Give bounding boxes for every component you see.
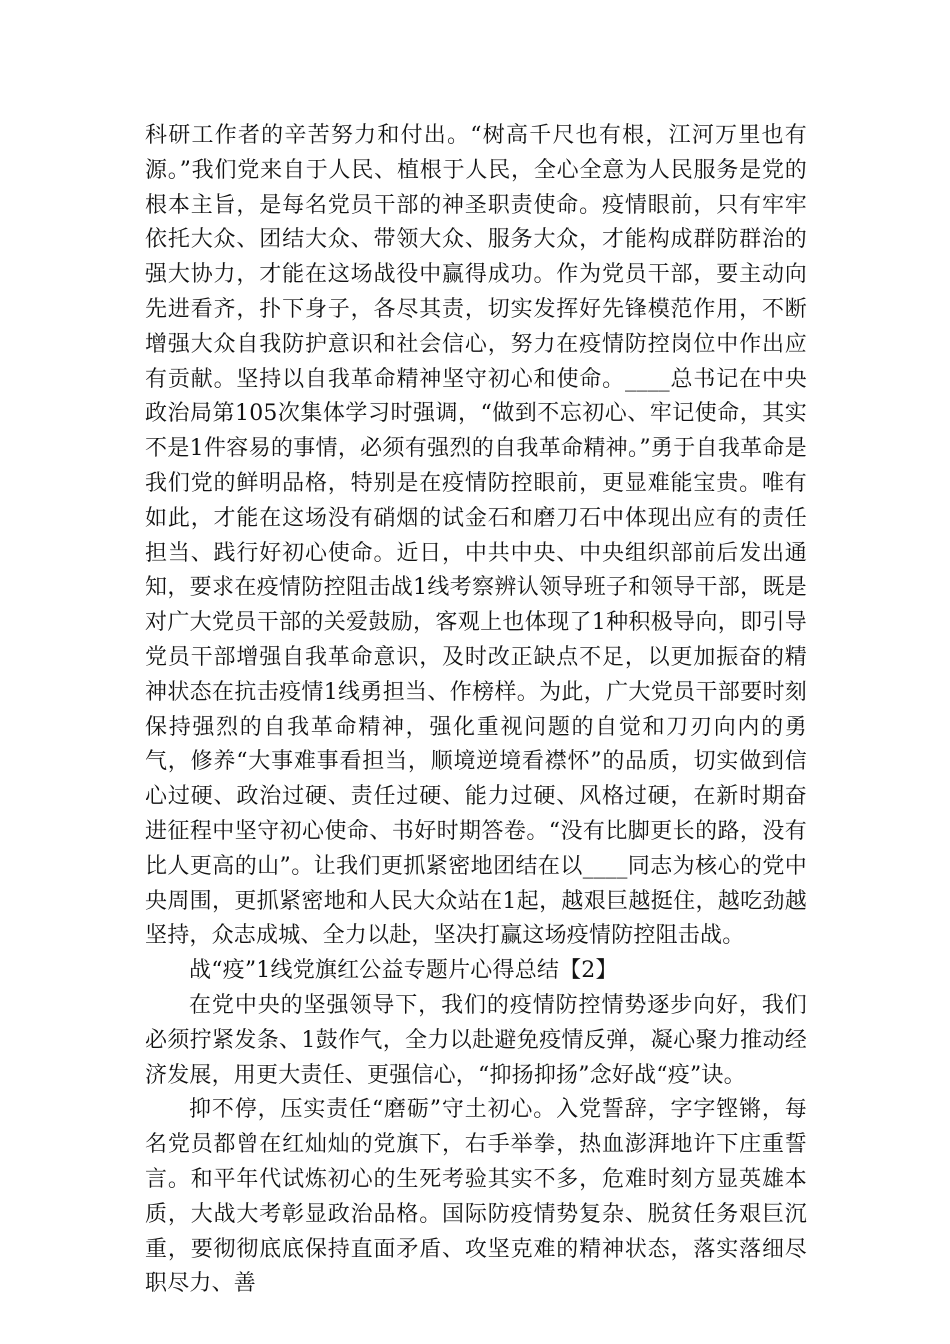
section-paragraph-2: 抑不停，压实责任“磨砺”守土初心。入党誓辞，字字铿锵，每名党员都曾在红灿灿的党旗下，右手举拳，热血澎湃地许下庄重誓言。和平年代试炼初心的生死考验其实不多，危难时刻方显英雄本质，大战大考彰显政治品格。国际防疫情势复杂、脱贫任务艰巨沉重，要彻彻底底保持直面矛盾、攻坚克难的精神状态，落实落细尽职尽力、善	[145, 1097, 807, 1297]
document-page	[145, 119, 807, 1302]
section-title: 战“疫”1线党旗红公益专题片心得总结【2】	[189, 958, 618, 984]
section-paragraph-1: 在党中央的坚强领导下，我们的疫情防控情势逐步向好，我们必须拧紧发条、1鼓作气，全力以赴避免疫情反弹，凝心聚力推动经济发展，用更大责任、更强信心，“抑扬抑扬”念好战“疫”诀。	[145, 992, 807, 1088]
body-paragraph-continued: 科研工作者的辛苦努力和付出。“树高千尺也有根，江河万里也有源。”我们党来自于人民、植根于人民，全心全意为人民服务是党的根本主旨，是每名党员干部的神圣职责使命。疫情眼前，只有牢牢依托大众、团结大众、带领大众、服务大众，才能构成群防群治的强大协力，才能在这场战役中赢得成功。作为党员干部，要主动向先进看齐，扑下身子，各尽其责，切实发挥好先锋模范作用，不断增强大众自我防护意识和社会信心，努力在疫情防控岗位中作出应有贡献。坚持以自我革命精神坚守初心和使命。____总书记在中央政治局第105次集体学习时强调，“做到不忘初心、牢记使命，其实不是1件容易的事情，必须有强烈的自我革命精神。”勇于自我革命是我们党的鲜明品格，特别是在疫情防控眼前，更显难能宝贵。唯有如此，才能在这场没有硝烟的试金石和磨刀石中体现出应有的责任担当、践行好初心使命。近日，中共中央、中央组织部前后发出通知，要求在疫情防控阻击战1线考察辨认领导班子和领导干部，既是对广大党员干部的关爱鼓励，客观上也体现了1种积极导向，即引导党员干部增强自我革命意识，及时改正缺点不足，以更加振奋的精神状态在抗击疫情1线勇担当、作榜样。为此，广大党员干部要时刻保持强烈的自我革命精神，强化重视问题的自觉和刀刃向内的勇气，修养“大事难事看担当，顺境逆境看襟怀”的品质，切实做到信心过硬、政治过硬、责任过硬、能力过硬、风格过硬，在新时期奋进征程中坚守初心使命、书好时期答卷。“没有比脚更长的路，没有比人更高的山”。让我们更抓紧密地团结在以____同志为核心的党中央周围，更抓紧密地和人民大众站在1起，越艰巨越挺住，越吃劲越坚持，众志成城、全力以赴，坚决打赢这场疫情防控阻击战。	[145, 123, 807, 949]
